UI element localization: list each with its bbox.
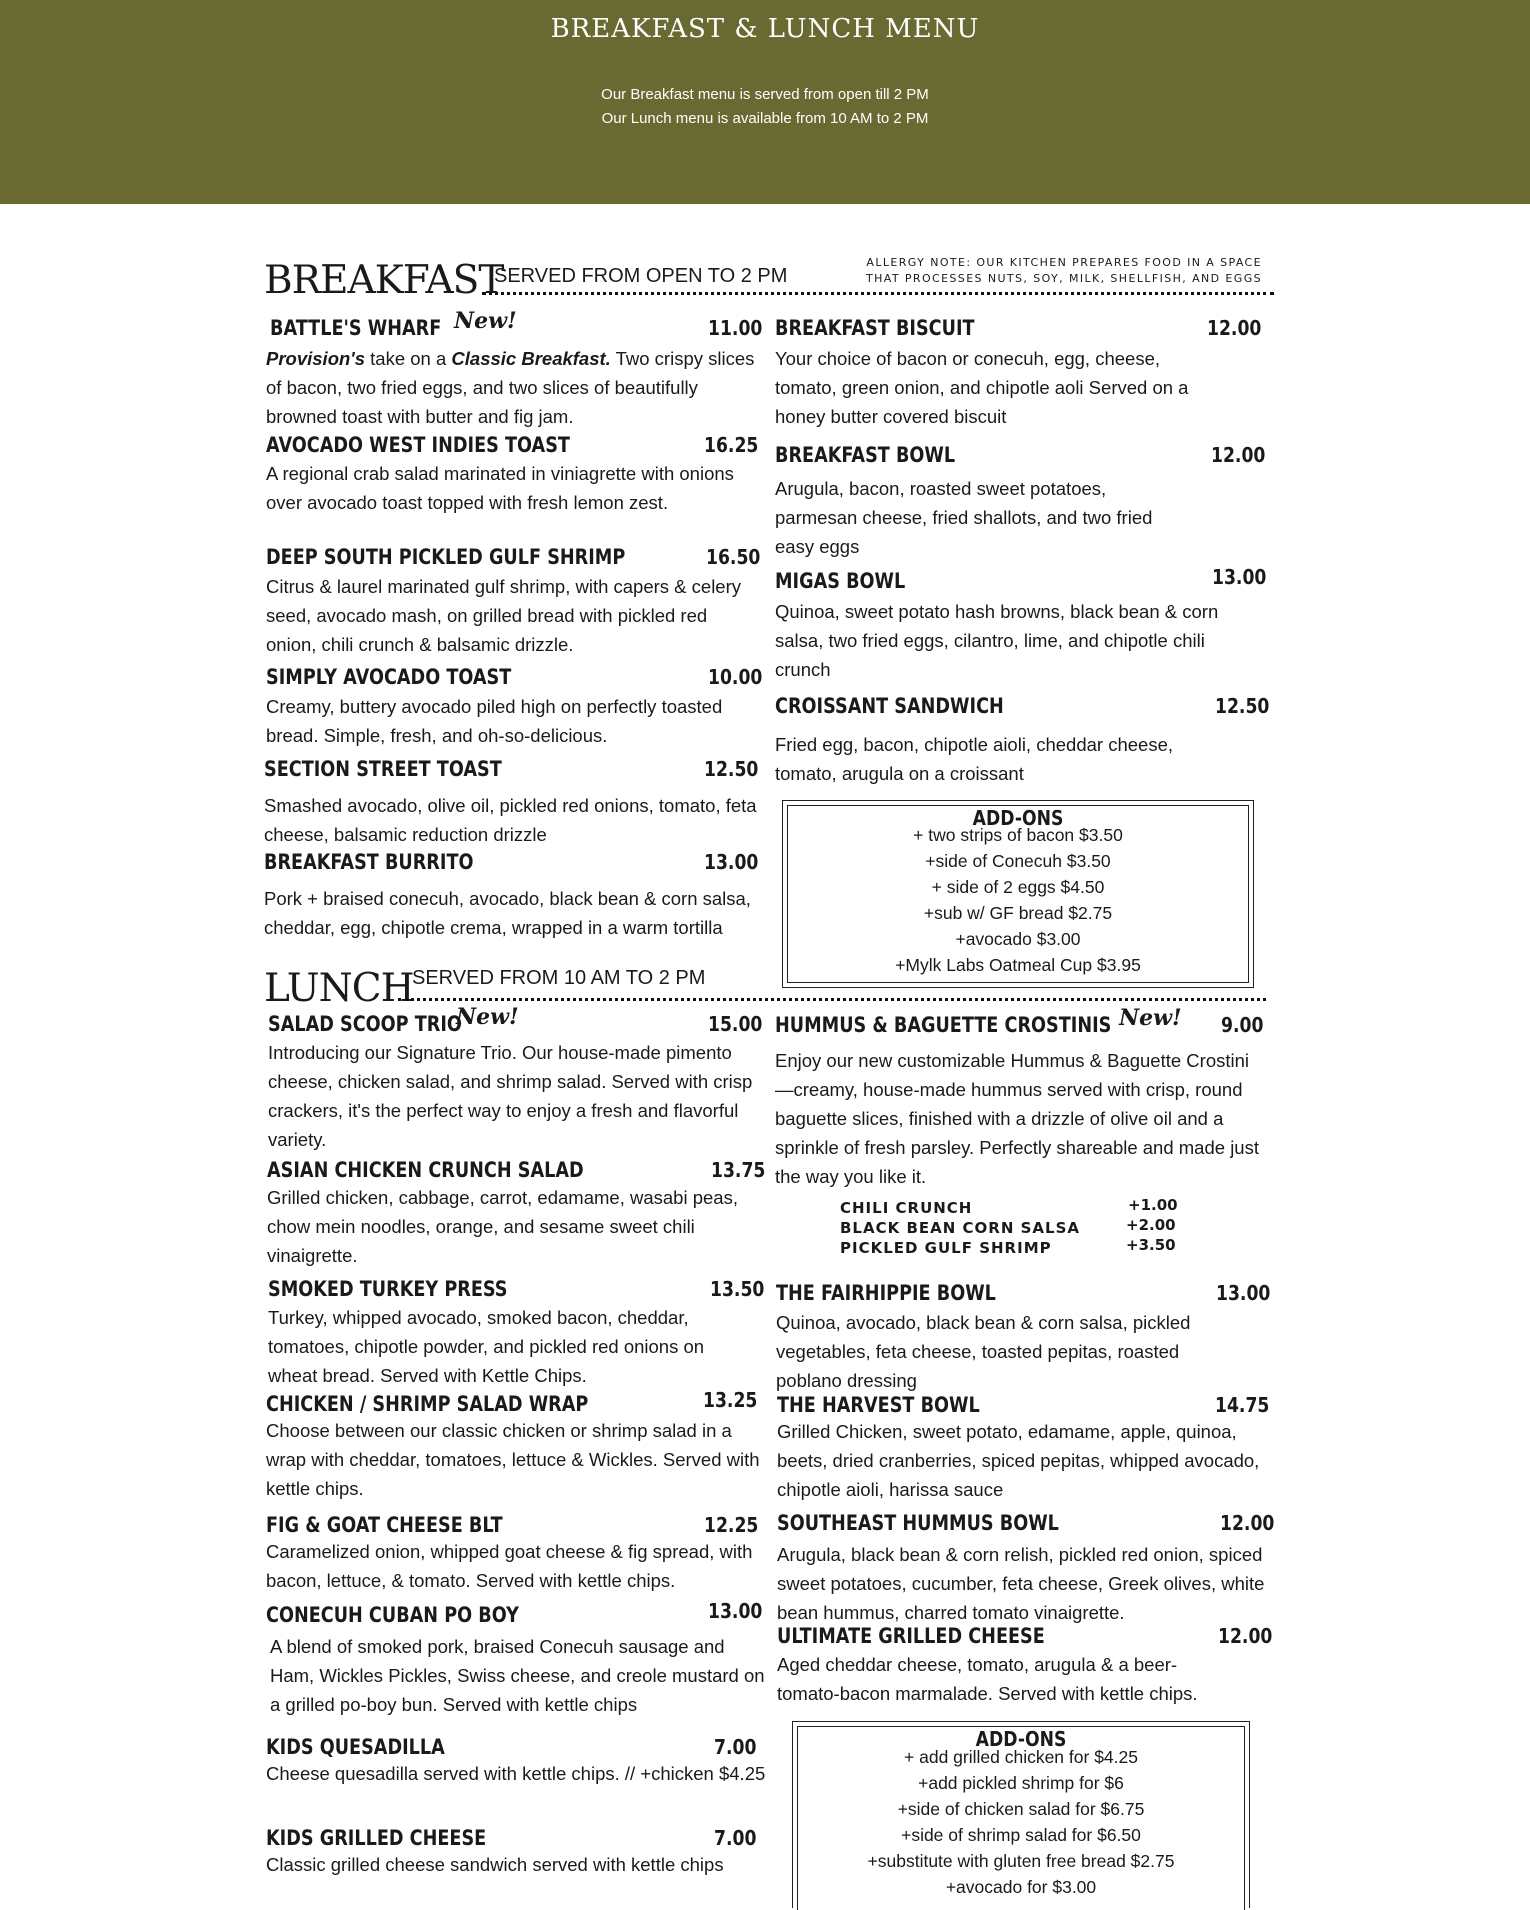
item-name: THE HARVEST BOWL xyxy=(777,1393,980,1417)
item-name: SOUTHEAST HUMMUS BOWL xyxy=(777,1511,1059,1535)
addons-title: ADD-ONS xyxy=(972,806,1064,830)
option-name: PICKLED GULF SHRIMP xyxy=(840,1239,1052,1257)
item-description: Classic grilled cheese sandwich served with kettle chips xyxy=(266,1854,724,1875)
item-name: SMOKED TURKEY PRESS xyxy=(268,1277,508,1301)
item-name: SECTION STREET TOAST xyxy=(264,757,502,781)
addon-line: +side of chicken salad for $6.75 xyxy=(897,1799,1145,1819)
item-price: 13.00 xyxy=(704,850,759,874)
item-price: 12.00 xyxy=(1218,1624,1273,1648)
addons-title: ADD-ONS xyxy=(975,1727,1067,1751)
option-name: BLACK BEAN CORN SALSA xyxy=(840,1219,1080,1237)
addon-line: +avocado $3.00 xyxy=(955,929,1081,949)
item-description: Provision's take on a Classic Breakfast. Two crispy slices of bacon, two fried eggs, and two slices of beautifully browned toast with butter and fig jam. xyxy=(266,348,755,427)
addon-line: +Mylk Labs Oatmeal Cup $3.95 xyxy=(895,955,1141,975)
item-description: Citrus & laurel marinated gulf shrimp, with capers & celery seed, avocado mash, on grilled bread with pickled red onion, chili crunch & balsamic drizzle. xyxy=(266,576,742,655)
addon-line: + two strips of bacon $3.50 xyxy=(913,825,1123,845)
addon-line: + side of 2 eggs $4.50 xyxy=(931,877,1105,897)
item-name: KIDS GRILLED CHEESE xyxy=(266,1826,487,1850)
breakfast-hours: Our Breakfast menu is served from open till 2 PM xyxy=(601,86,929,103)
item-name: ULTIMATE GRILLED CHEESE xyxy=(777,1624,1045,1648)
item-description: Arugula, black bean & corn relish, pickled red onion, spiced sweet potatoes, cucumber, feta cheese, Greek olives, white bean hummus, charred tomato vinaigrette. xyxy=(777,1544,1265,1623)
item-name: SALAD SCOOP TRIO xyxy=(268,1012,462,1036)
item-description: Fried egg, bacon, chipotle aioli, cheddar cheese, tomato, arugula on a croissant xyxy=(775,734,1174,784)
item-name: MIGAS BOWL xyxy=(775,569,906,593)
breakfast-addons-box xyxy=(782,800,1254,988)
item-price: 16.50 xyxy=(706,545,761,569)
header-banner xyxy=(0,0,1530,204)
item-name: BREAKFAST BISCUIT xyxy=(775,316,975,340)
item-description: A blend of smoked pork, braised Conecuh sausage and Ham, Wickles Pickles, Swiss cheese, and creole mustard on a grilled po-boy bun. Served with kettle chips xyxy=(270,1636,765,1715)
item-price: 12.50 xyxy=(1215,694,1270,718)
item-price: 12.25 xyxy=(704,1513,759,1537)
item-price: 12.00 xyxy=(1211,443,1266,467)
allergy-note-line1: ALLERGY NOTE: OUR KITCHEN PREPARES FOOD IN A SPACE xyxy=(866,256,1262,269)
option-price: +2.00 xyxy=(1126,1216,1176,1234)
item-price: 12.00 xyxy=(1220,1511,1275,1535)
option-price: +1.00 xyxy=(1128,1196,1178,1214)
item-price: 13.75 xyxy=(711,1158,766,1182)
item-description: Caramelized onion, whipped goat cheese & fig spread, with bacon, lettuce, & tomato. Served with kettle chips. xyxy=(266,1541,753,1591)
item-price: 7.00 xyxy=(714,1826,757,1850)
lunch-divider xyxy=(398,998,1266,1001)
new-badge: New! xyxy=(454,308,517,334)
item-price: 12.50 xyxy=(704,757,759,781)
item-description: Your choice of bacon or conecuh, egg, cheese, tomato, green onion, and chipotle aoli Served on a honey butter covered biscuit xyxy=(775,348,1189,427)
item-price: 16.25 xyxy=(704,433,759,457)
item-description: Enjoy our new customizable Hummus & Baguette Crostini—creamy, house-made hummus served with crisp, round baguette slices, finished with a drizzle of olive oil and a sprinkle of fresh parsley. Perfectly shareable and made just the way you like it. xyxy=(775,1050,1259,1187)
item-description: Introducing our Signature Trio. Our house-made pimento cheese, chicken salad, and shrimp salad. Served with crisp crackers, it's the perfect way to enjoy a fresh and flavorful variety. xyxy=(268,1042,753,1150)
lunch-addons-box xyxy=(792,1721,1250,1908)
addon-line: + add grilled chicken for $4.25 xyxy=(904,1747,1138,1767)
addon-line: +add pickled shrimp for $6 xyxy=(918,1773,1124,1793)
option-price: +3.50 xyxy=(1126,1236,1176,1254)
item-name: DEEP SOUTH PICKLED GULF SHRIMP xyxy=(266,545,626,569)
new-badge: New! xyxy=(1119,1005,1182,1031)
item-price: 13.00 xyxy=(1212,565,1267,589)
item-price: 13.00 xyxy=(708,1599,763,1623)
item-description: Grilled Chicken, sweet potato, edamame, apple, quinoa, beets, dried cranberries, spiced pepitas, whipped avocado, chipotle aioli, harissa sauce xyxy=(777,1421,1260,1500)
item-description: Grilled chicken, cabbage, carrot, edamame, wasabi peas, chow mein noodles, orange, and sesame sweet chili vinaigrette. xyxy=(267,1187,738,1266)
item-name: ASIAN CHICKEN CRUNCH SALAD xyxy=(267,1158,584,1182)
addon-line: +substitute with gluten free bread $2.75 xyxy=(867,1851,1175,1871)
item-price: 13.50 xyxy=(710,1277,765,1301)
item-description: Aged cheddar cheese, tomato, arugula & a beer-tomato-bacon marmalade. Served with kettle chips. xyxy=(777,1654,1198,1704)
item-price: 12.00 xyxy=(1207,316,1262,340)
breakfast-heading: BREAKFAST xyxy=(264,258,504,303)
item-description: Smashed avocado, olive oil, pickled red onions, tomato, feta cheese, balsamic reduction drizzle xyxy=(264,795,757,845)
allergy-note xyxy=(866,255,1262,287)
lunch-heading: LUNCH xyxy=(264,966,414,1011)
item-name: CHICKEN / SHRIMP SALAD WRAP xyxy=(266,1392,589,1416)
item-price: 7.00 xyxy=(714,1735,757,1759)
addon-line: +side of Conecuh $3.50 xyxy=(925,851,1111,871)
item-description: Turkey, whipped avocado, smoked bacon, cheddar, tomatoes, chipotle powder, and pickled red onions on wheat bread. Served with Kettle Chips. xyxy=(268,1307,705,1386)
item-description: Pork + braised conecuh, avocado, black bean & corn salsa, cheddar, egg, chipotle crema, wrapped in a warm tortilla xyxy=(264,888,751,938)
item-name: KIDS QUESADILLA xyxy=(266,1735,445,1759)
item-description: Quinoa, avocado, black bean & corn salsa, pickled vegetables, feta cheese, toasted pepitas, roasted poblano dressing xyxy=(776,1312,1191,1391)
menu-title: BREAKFAST & LUNCH MENU xyxy=(550,14,980,44)
new-badge: New! xyxy=(456,1004,519,1030)
item-price: 11.00 xyxy=(708,316,763,340)
item-price: 13.00 xyxy=(1216,1281,1271,1305)
option-name: CHILI CRUNCH xyxy=(840,1199,973,1217)
lunch-subheading: SERVED FROM 10 AM TO 2 PM xyxy=(412,967,706,989)
item-price: 10.00 xyxy=(708,665,763,689)
item-name: BREAKFAST BOWL xyxy=(775,443,956,467)
breakfast-subheading: SERVED FROM OPEN TO 2 PM xyxy=(494,265,788,287)
breakfast-divider xyxy=(482,292,1274,295)
item-name: BATTLE'S WHARF xyxy=(270,316,442,340)
item-name: AVOCADO WEST INDIES TOAST xyxy=(266,433,570,457)
item-description: A regional crab salad marinated in viniagrette with onions over avocado toast topped with fresh lemon zest. xyxy=(266,463,734,513)
item-description: Arugula, bacon, roasted sweet potatoes, parmesan cheese, fried shallots, and two fried easy eggs xyxy=(775,478,1153,557)
item-price: 13.25 xyxy=(703,1388,758,1412)
item-name: FIG & GOAT CHEESE BLT xyxy=(266,1513,503,1537)
item-description: Cheese quesadilla served with kettle chips. // +chicken $4.25 xyxy=(266,1763,766,1784)
item-description: Creamy, buttery avocado piled high on perfectly toasted bread. Simple, fresh, and oh-so-delicious. xyxy=(266,696,723,746)
addon-line: +side of shrimp salad for $6.50 xyxy=(901,1825,1141,1845)
item-price: 14.75 xyxy=(1215,1393,1270,1417)
item-price: 15.00 xyxy=(708,1012,763,1036)
item-name: HUMMUS & BAGUETTE CROSTINIS xyxy=(775,1013,1112,1037)
addon-line: +avocado for $3.00 xyxy=(945,1877,1097,1897)
item-name: SIMPLY AVOCADO TOAST xyxy=(266,665,512,689)
addon-line: +sub w/ GF bread $2.75 xyxy=(923,903,1113,923)
item-name: BREAKFAST BURRITO xyxy=(264,850,474,874)
item-name: CROISSANT SANDWICH xyxy=(775,694,1004,718)
lunch-hours: Our Lunch menu is available from 10 AM to 2 PM xyxy=(601,110,929,127)
item-description: Choose between our classic chicken or shrimp salad in a wrap with cheddar, tomatoes, lettuce & Wickles. Served with kettle chips. xyxy=(266,1420,760,1499)
item-name: CONECUH CUBAN PO BOY xyxy=(266,1603,519,1627)
item-name: THE FAIRHIPPIE BOWL xyxy=(776,1281,996,1305)
item-description: Quinoa, sweet potato hash browns, black bean & corn salsa, two fried eggs, cilantro, lime, and chipotle chili crunch xyxy=(775,601,1219,680)
item-price: 9.00 xyxy=(1221,1013,1264,1037)
allergy-note-line2: THAT PROCESSES NUTS, SOY, MILK, SHELLFISH, AND EGGS xyxy=(865,272,1262,285)
